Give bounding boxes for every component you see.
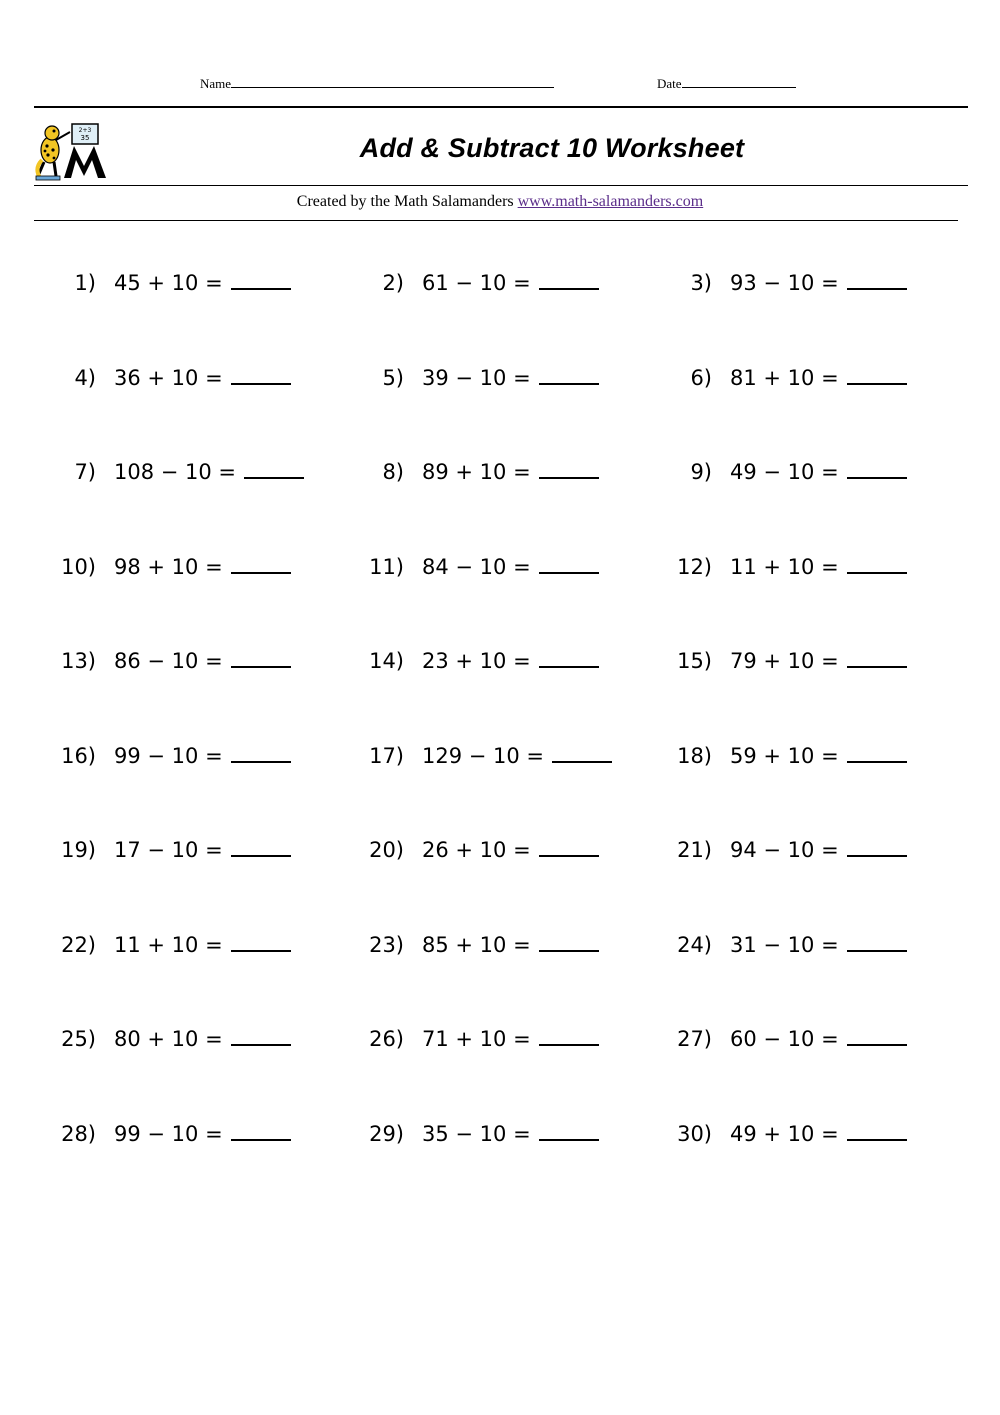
problem-item — [656, 930, 907, 960]
problem-expression: 129 − 10 = — [422, 744, 545, 768]
answer-blank[interactable] — [231, 268, 291, 290]
problem-number: 30) — [677, 1122, 712, 1146]
problem-expression: 108 − 10 = — [114, 460, 237, 484]
answer-blank[interactable] — [847, 268, 907, 290]
answer-blank[interactable] — [539, 835, 599, 857]
problem-expression: 94 − 10 = — [730, 838, 839, 862]
problem-number: 16) — [61, 744, 96, 768]
problem-item — [664, 268, 907, 298]
answer-blank[interactable] — [244, 457, 304, 479]
problem-expression: 81 + 10 = — [730, 366, 839, 390]
problem-expression: 80 + 10 = — [114, 1027, 223, 1051]
problem-item — [656, 1119, 907, 1149]
problem-item — [40, 741, 291, 771]
answer-blank[interactable] — [231, 363, 291, 385]
problem-expression: 23 + 10 = — [422, 649, 531, 673]
problem-number: 25) — [61, 1027, 96, 1051]
answer-blank[interactable] — [539, 930, 599, 952]
problem-number: 8) — [382, 460, 404, 484]
problem-item — [356, 457, 599, 487]
problem-number: 5) — [382, 366, 404, 390]
answer-blank[interactable] — [847, 741, 907, 763]
answer-blank[interactable] — [847, 457, 907, 479]
problem-number: 2) — [382, 271, 404, 295]
problem-number: 29) — [369, 1122, 404, 1146]
logo-board-top-text: 2+3 — [78, 127, 92, 134]
problem-item — [48, 268, 291, 298]
problem-expression: 26 + 10 = — [422, 838, 531, 862]
top-divider — [34, 106, 968, 108]
problem-expression: 45 + 10 = — [114, 271, 223, 295]
problem-number: 18) — [677, 744, 712, 768]
answer-blank[interactable] — [539, 1119, 599, 1141]
answer-blank[interactable] — [552, 741, 612, 763]
problem-expression: 11 + 10 = — [114, 933, 223, 957]
problem-number: 7) — [74, 460, 96, 484]
problem-item — [656, 741, 907, 771]
problem-number: 6) — [690, 366, 712, 390]
problem-item — [40, 1119, 291, 1149]
answer-blank[interactable] — [231, 552, 291, 574]
problem-number: 14) — [369, 649, 404, 673]
problem-expression: 99 − 10 = — [114, 744, 223, 768]
answer-blank[interactable] — [539, 1024, 599, 1046]
problem-expression: 60 − 10 = — [730, 1027, 839, 1051]
problem-expression: 61 − 10 = — [422, 271, 531, 295]
problem-expression: 93 − 10 = — [730, 271, 839, 295]
problem-item — [348, 1119, 599, 1149]
problem-item — [40, 552, 291, 582]
name-line[interactable] — [231, 74, 554, 88]
problem-expression: 11 + 10 = — [730, 555, 839, 579]
date-line[interactable] — [682, 74, 796, 88]
problem-item — [348, 835, 599, 865]
answer-blank[interactable] — [847, 1119, 907, 1141]
problem-expression: 84 − 10 = — [422, 555, 531, 579]
answer-blank[interactable] — [539, 457, 599, 479]
problem-number: 19) — [61, 838, 96, 862]
problem-expression: 59 + 10 = — [730, 744, 839, 768]
answer-blank[interactable] — [539, 552, 599, 574]
problem-item — [348, 930, 599, 960]
problem-number: 23) — [369, 933, 404, 957]
problem-number: 22) — [61, 933, 96, 957]
problem-number: 20) — [369, 838, 404, 862]
date-label: Date — [657, 76, 682, 91]
bottom-divider — [34, 220, 958, 221]
problem-number: 1) — [74, 271, 96, 295]
problem-item — [656, 1024, 907, 1054]
problem-item — [348, 646, 599, 676]
problem-number: 24) — [677, 933, 712, 957]
name-label: Name — [200, 76, 232, 91]
problem-number: 15) — [677, 649, 712, 673]
date-field[interactable] — [657, 74, 796, 92]
problem-item — [40, 1024, 291, 1054]
answer-blank[interactable] — [847, 835, 907, 857]
name-date-row — [0, 72, 1000, 94]
problem-item — [664, 457, 907, 487]
problem-item — [656, 552, 907, 582]
problem-item — [348, 741, 612, 771]
answer-blank[interactable] — [847, 1024, 907, 1046]
name-field[interactable] — [200, 74, 554, 92]
problem-item — [40, 835, 291, 865]
problem-item — [664, 363, 907, 393]
problem-number: 11) — [369, 555, 404, 579]
problem-expression: 35 − 10 = — [422, 1122, 531, 1146]
problem-expression: 99 − 10 = — [114, 1122, 223, 1146]
answer-blank[interactable] — [231, 646, 291, 668]
answer-blank[interactable] — [539, 646, 599, 668]
problem-item — [348, 552, 599, 582]
logo-board-bottom-text: 35 — [80, 134, 90, 142]
problem-expression: 49 − 10 = — [730, 460, 839, 484]
answer-blank[interactable] — [231, 1024, 291, 1046]
problem-expression: 31 − 10 = — [730, 933, 839, 957]
answer-blank[interactable] — [847, 552, 907, 574]
problem-expression: 36 + 10 = — [114, 366, 223, 390]
worksheet-title: Add & Subtract 10 Worksheet — [359, 133, 745, 163]
problem-item — [656, 646, 907, 676]
problem-number: 4) — [74, 366, 96, 390]
problem-expression: 79 + 10 = — [730, 649, 839, 673]
answer-blank[interactable] — [539, 363, 599, 385]
answer-blank[interactable] — [847, 930, 907, 952]
answer-blank[interactable] — [231, 835, 291, 857]
problem-number: 13) — [61, 649, 96, 673]
credit-prefix: Created by the Math Salamanders — [296, 193, 518, 210]
problem-expression: 86 − 10 = — [114, 649, 223, 673]
problem-expression: 49 + 10 = — [730, 1122, 839, 1146]
problem-number: 17) — [369, 744, 404, 768]
problem-expression: 85 + 10 = — [422, 933, 531, 957]
answer-blank[interactable] — [231, 1119, 291, 1141]
problem-expression: 71 + 10 = — [422, 1027, 531, 1051]
problem-number: 9) — [690, 460, 712, 484]
problem-item — [48, 457, 304, 487]
answer-blank[interactable] — [231, 930, 291, 952]
answer-blank[interactable] — [539, 268, 599, 290]
problem-expression: 39 − 10 = — [422, 366, 531, 390]
problem-expression: 98 + 10 = — [114, 555, 223, 579]
problem-item — [656, 835, 907, 865]
problem-item — [348, 1024, 599, 1054]
middle-divider — [34, 185, 968, 186]
problem-number: 28) — [61, 1122, 96, 1146]
problem-number: 3) — [690, 271, 712, 295]
problem-number: 21) — [677, 838, 712, 862]
problem-number: 26) — [369, 1027, 404, 1051]
problem-item — [48, 363, 291, 393]
problem-expression: 89 + 10 = — [422, 460, 531, 484]
problem-item — [40, 930, 291, 960]
problem-item — [40, 646, 291, 676]
credit-link[interactable]: www.math-salamanders.com — [517, 193, 704, 210]
credit-line — [0, 193, 1000, 211]
problem-item — [356, 268, 599, 298]
answer-blank[interactable] — [847, 646, 907, 668]
answer-blank[interactable] — [231, 741, 291, 763]
problem-expression: 17 − 10 = — [114, 838, 223, 862]
answer-blank[interactable] — [847, 363, 907, 385]
problem-item — [356, 363, 599, 393]
math-salamander-logo-icon — [34, 120, 110, 182]
problem-number: 12) — [677, 555, 712, 579]
problem-number: 27) — [677, 1027, 712, 1051]
problem-number: 10) — [61, 555, 96, 579]
